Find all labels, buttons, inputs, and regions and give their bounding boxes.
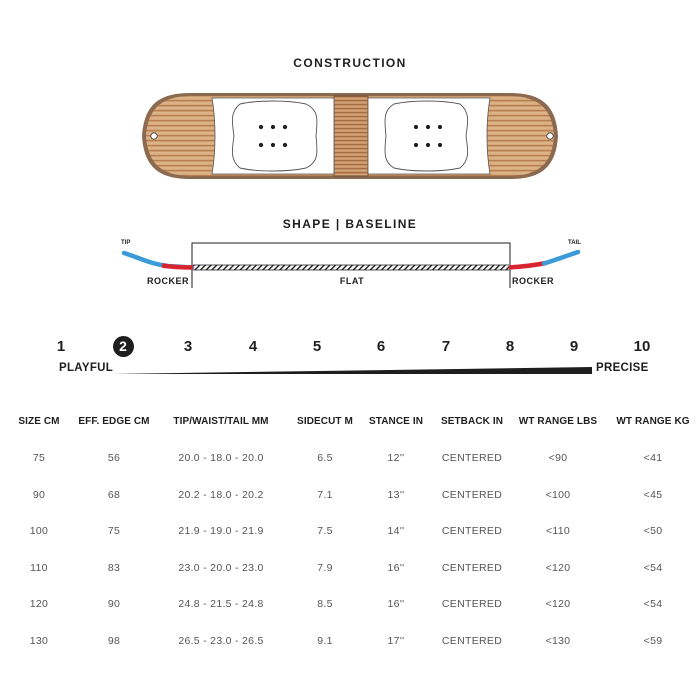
cell-eff-edge: 68 [107,488,121,501]
tip-hole [151,133,157,139]
tip-label: TIP [121,240,131,246]
cell-wt-lbs: <130 [545,634,571,647]
cell-stance: 16'' [387,598,405,611]
header-tip-waist-tail: TIP/WAIST/TAIL MM [173,415,269,427]
cell-wt-lbs: <90 [548,452,568,465]
rocker-left-label: ROCKER [146,276,189,286]
specs-table [0,410,700,659]
table-row [0,477,700,514]
cell-wt-lbs: <120 [545,598,571,611]
flat-base-hatch [193,265,509,270]
cell-eff-edge: 83 [107,561,121,574]
table-row [0,513,700,550]
cell-tip-waist-tail: 20.2 - 18.0 - 20.2 [178,488,264,501]
rocker-right-label: ROCKER [511,276,554,286]
header-setback: SETBACK IN [440,415,504,427]
cell-wt-kg: <45 [643,488,663,501]
specs-header-row [0,410,700,432]
header-sidecut: SIDECUT M [297,415,353,427]
header-stance: STANCE IN [368,415,424,427]
construction-title: CONSTRUCTION [293,56,407,70]
flex-scale-5: 5 [312,338,322,355]
tip-rocker-red [162,266,193,268]
flex-scale-7: 7 [441,338,451,355]
tail-rocker-red [509,263,546,268]
cell-size: 120 [29,598,49,611]
cell-size: 110 [30,561,48,574]
cell-wt-lbs: <100 [545,488,571,501]
playful-label: PLAYFUL [59,362,114,374]
cell-wt-kg: <59 [643,634,663,647]
cell-wt-kg: <54 [643,561,663,574]
cell-sidecut: 8.5 [317,598,333,611]
cell-wt-kg: <41 [643,452,663,465]
cell-sidecut: 7.9 [317,561,333,574]
tail-rocker-blue [544,252,578,264]
cell-eff-edge: 56 [107,452,121,465]
header-wt-range-lbs: WT RANGE LBS [518,415,598,427]
flat-label: FLAT [339,276,365,286]
cell-eff-edge: 90 [107,598,121,611]
header-size-cm: SIZE CM [18,415,60,427]
cell-tip-waist-tail: 26.5 - 23.0 - 26.5 [178,634,264,647]
cell-stance: 14'' [387,525,405,538]
cell-size: 100 [29,525,49,538]
cell-setback: CENTERED [441,488,503,501]
header-wt-range-kg: WT RANGE KG [616,415,690,427]
flex-scale-10: 10 [633,338,651,355]
cell-sidecut: 7.1 [317,488,333,501]
cell-setback: CENTERED [441,598,503,611]
flex-scale-2-selected: 2 [113,336,134,357]
flex-scale-4: 4 [248,338,258,355]
cell-sidecut: 6.5 [317,452,333,465]
cell-tip-waist-tail: 23.0 - 20.0 - 23.0 [178,561,264,574]
cell-setback: CENTERED [441,561,503,574]
table-row [0,623,700,660]
table-row [0,550,700,587]
flex-scale-3: 3 [183,338,193,355]
cell-sidecut: 9.1 [317,634,333,647]
cell-wt-lbs: <110 [545,525,571,538]
tail-hole [547,133,553,139]
cell-stance: 17'' [387,634,405,647]
flex-scale-wedge [112,367,592,374]
flex-scale-9: 9 [569,338,579,355]
cell-eff-edge: 98 [107,634,121,647]
cell-setback: CENTERED [441,452,503,465]
flex-scale-6: 6 [376,338,386,355]
cell-size: 75 [32,452,46,465]
cell-wt-kg: <50 [643,525,663,538]
tail-label: TAIL [568,240,581,246]
cell-stance: 12'' [387,452,405,465]
cell-wt-kg: <54 [643,598,663,611]
shape-baseline-title: SHAPE | BASELINE [282,217,418,231]
cell-tip-waist-tail: 20.0 - 18.0 - 20.0 [178,452,264,465]
flex-scale-1: 1 [56,338,66,355]
cell-tip-waist-tail: 21.9 - 19.0 - 21.9 [178,525,264,538]
cell-wt-lbs: <120 [545,561,571,574]
right-insert-zone [368,98,490,174]
precise-label: PRECISE [596,362,649,374]
table-row [0,586,700,623]
cell-setback: CENTERED [441,634,503,647]
cell-stance: 13'' [387,488,405,501]
cell-stance: 16'' [387,561,405,574]
cell-eff-edge: 75 [107,525,121,538]
center-core-strip [334,96,368,176]
cell-setback: CENTERED [441,525,503,538]
cell-size: 90 [32,488,46,501]
cell-sidecut: 7.5 [317,525,333,538]
flex-scale-8: 8 [505,338,515,355]
table-row [0,432,700,477]
cell-tip-waist-tail: 24.8 - 21.5 - 24.8 [178,598,264,611]
cell-size: 130 [29,634,49,647]
header-eff-edge-cm: EFF. EDGE CM [78,415,150,427]
left-insert-zone [212,98,334,174]
